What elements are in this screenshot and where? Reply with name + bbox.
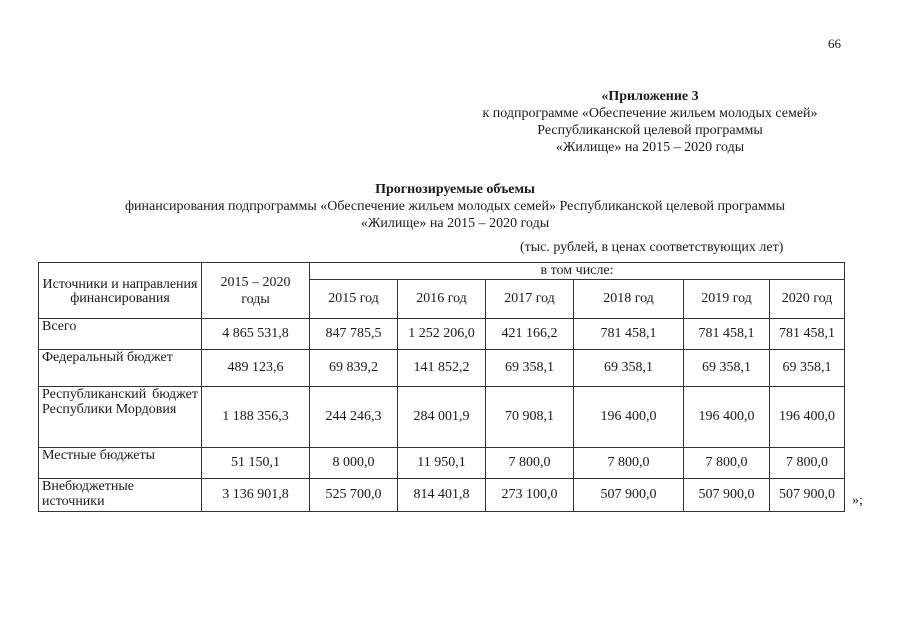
including-header: в том числе: [310, 263, 845, 280]
row-label: Местные бюджеты [39, 448, 202, 479]
heading-line: финансирования подпрограммы «Обеспечение жильем молодых семей» Республиканской целевой программы [124, 199, 786, 214]
year-header: 2019 год [684, 280, 770, 319]
source-column-header: Источники и направления финансирования [39, 263, 202, 319]
year-cell: 847 785,5 [310, 319, 398, 350]
year-header: 2015 год [310, 280, 398, 319]
appendix-line: к подпрограмме «Обеспечение жильем молодых семей» [482, 106, 818, 121]
total-cell: 3 136 901,8 [202, 479, 310, 512]
year-cell: 284 001,9 [398, 387, 486, 448]
year-cell: 781 458,1 [770, 319, 845, 350]
year-cell: 196 400,0 [770, 387, 845, 448]
year-cell: 814 401,8 [398, 479, 486, 512]
year-cell: 69 358,1 [574, 350, 684, 387]
financing-table [38, 262, 845, 512]
year-cell: 69 358,1 [486, 350, 574, 387]
appendix-line: «Жилище» на 2015 – 2020 годы [555, 140, 745, 155]
year-cell: 781 458,1 [684, 319, 770, 350]
row-label: Всего [39, 319, 202, 350]
heading-title: Прогнозируемые объемы [375, 182, 535, 197]
year-cell: 69 358,1 [770, 350, 845, 387]
year-cell: 69 839,2 [310, 350, 398, 387]
period-column-header: 2015 – 2020 годы [202, 263, 310, 319]
table-row [39, 479, 845, 512]
year-cell: 273 100,0 [486, 479, 574, 512]
appendix-title: «Приложение 3 [601, 89, 699, 104]
table-row [39, 350, 845, 387]
year-cell: 8 000,0 [310, 448, 398, 479]
year-cell: 196 400,0 [574, 387, 684, 448]
year-cell: 196 400,0 [684, 387, 770, 448]
year-header: 2017 год [486, 280, 574, 319]
year-cell: 7 800,0 [684, 448, 770, 479]
page-number: 66 [828, 36, 841, 51]
year-cell: 69 358,1 [684, 350, 770, 387]
year-cell: 525 700,0 [310, 479, 398, 512]
closing-quote: »; [852, 493, 863, 508]
year-header: 2020 год [770, 280, 845, 319]
year-cell: 7 800,0 [486, 448, 574, 479]
total-cell: 4 865 531,8 [202, 319, 310, 350]
total-cell: 51 150,1 [202, 448, 310, 479]
row-label: Федеральный бюджет [39, 350, 202, 387]
table-row [39, 319, 845, 350]
appendix-header [440, 88, 860, 156]
year-cell: 244 246,3 [310, 387, 398, 448]
year-cell: 507 900,0 [770, 479, 845, 512]
heading-line: «Жилище» на 2015 – 2020 годы [360, 216, 550, 231]
table-row [39, 448, 845, 479]
units-note: (тыс. рублей, в ценах соответствующих лет) [520, 240, 784, 255]
total-cell: 489 123,6 [202, 350, 310, 387]
year-header: 2018 год [574, 280, 684, 319]
appendix-line: Республиканской целевой программы [537, 123, 763, 138]
year-header: 2016 год [398, 280, 486, 319]
year-cell: 7 800,0 [574, 448, 684, 479]
row-label: Внебюджетные источники [39, 479, 202, 512]
year-cell: 421 166,2 [486, 319, 574, 350]
year-cell: 7 800,0 [770, 448, 845, 479]
year-cell: 507 900,0 [684, 479, 770, 512]
year-cell: 141 852,2 [398, 350, 486, 387]
row-label: Республиканский бюджет Республики Мордовия [39, 387, 202, 448]
year-cell: 781 458,1 [574, 319, 684, 350]
year-cell: 1 252 206,0 [398, 319, 486, 350]
table-row [39, 387, 845, 448]
total-cell: 1 188 356,3 [202, 387, 310, 448]
document-heading [60, 181, 850, 232]
year-cell: 11 950,1 [398, 448, 486, 479]
year-cell: 70 908,1 [486, 387, 574, 448]
year-cell: 507 900,0 [574, 479, 684, 512]
